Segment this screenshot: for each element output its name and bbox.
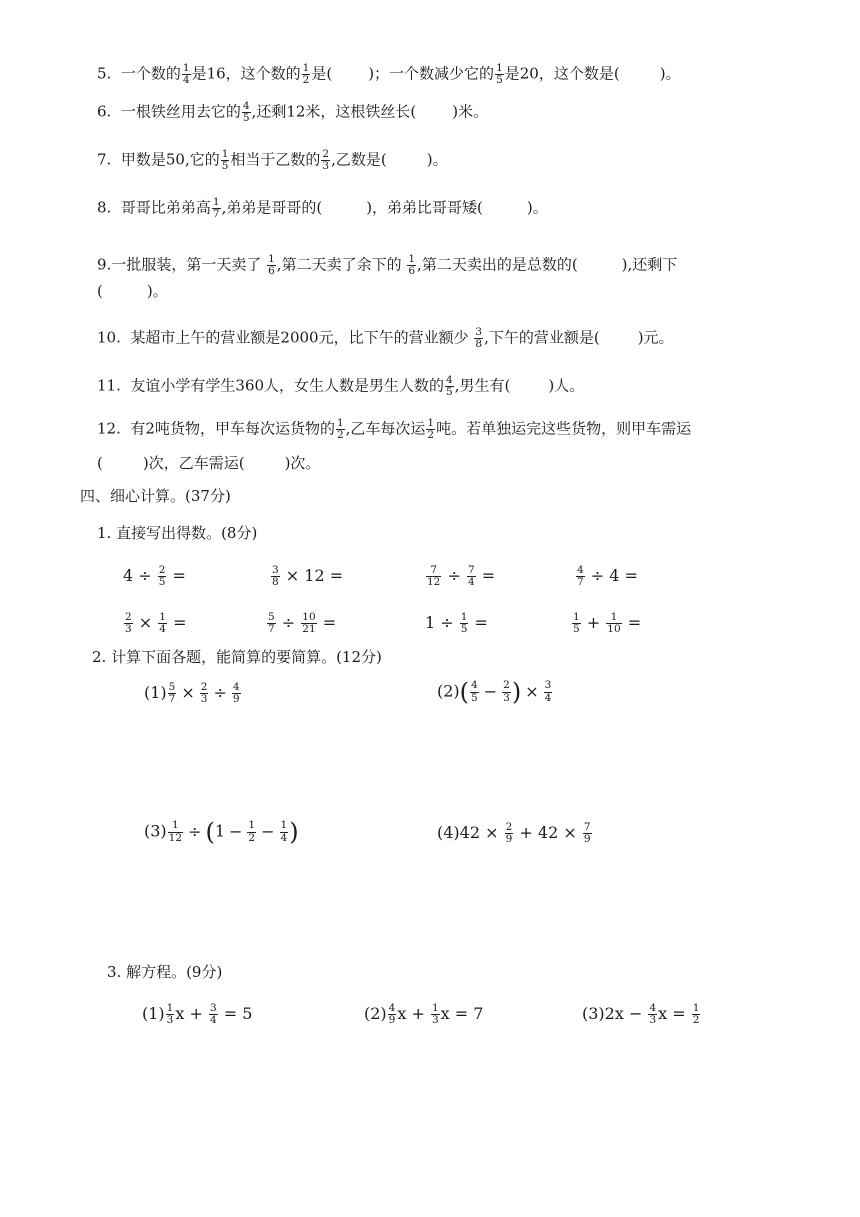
section-title: 四、细心计算。(37分) [80, 487, 231, 505]
fraction: $\frac{4}{5}$ [446, 374, 453, 399]
calc-item: $\frac{3}{8}$ × 12 = [272, 564, 344, 589]
fraction: $\frac{1}{6}$ [408, 253, 416, 278]
question-12: 12. 有2吨货物，甲车每次运货物的 $\frac{1}{2}$ ,乙车每次运 $\frac{1}{2}$ 吨。若单独运完这些货物，则甲车需运 [97, 417, 692, 442]
fraction: $\frac{4}{5}$ [242, 100, 250, 125]
fraction: $\frac{1}{2}$ [427, 417, 435, 442]
question-10: 10. 某超市上午的营业额是2000元，比下午的营业额少 $\frac{3}{8}$ ,下午的营业额是( )元。 [97, 326, 674, 351]
question-11: 11. 友谊小学有学生360人，女生人数是男生人数的 $\frac{4}{5}$ ,男生有( )人。 [97, 374, 585, 399]
equation-3: (3)2x − $\frac{4}{3}$ x = $\frac{1}{2}$ [582, 1002, 700, 1027]
question-6: 6. 一根铁丝用去它的 $\frac{4}{5}$ ,还剩12米，这根铁丝长( )米。 [97, 100, 489, 125]
calc-item: $\frac{2}{3}$ × $\frac{1}{4}$ = [125, 611, 187, 636]
calc-item: $\frac{5}{7}$ ÷ $\frac{10}{21}$ = [268, 611, 337, 636]
question-9-cont: ( )。 [97, 282, 168, 300]
equation-2: (2) $\frac{4}{9}$ x + $\frac{1}{3}$ x = 7 [364, 1002, 484, 1027]
calc-item: 4 ÷ $\frac{2}{5}$ = [123, 564, 186, 589]
question-8: 8. 哥哥比弟弟高 $\frac{1}{7}$ ,弟弟是哥哥的( )，弟弟比哥哥矮( )。 [97, 196, 548, 221]
problem-3: (3) $\frac{1}{12}$ ÷ (1 − $\frac{1}{2}$ − $\frac{1}{4}$ ) [144, 818, 299, 846]
fraction: $\frac{1}{2}$ [302, 62, 310, 87]
calc-item: $\frac{1}{5}$ + $\frac{1}{10}$ = [573, 611, 642, 636]
fraction: $\frac{1}{6}$ [268, 253, 275, 278]
calc-item: $\frac{4}{7}$ ÷ 4 = [577, 564, 638, 589]
subsection-title: 3. 解方程。(9分) [107, 963, 223, 981]
fraction: $\frac{3}{8}$ [475, 326, 483, 351]
fraction: $\frac{1}{5}$ [496, 62, 503, 87]
problem-1: (1) $\frac{5}{7}$ × $\frac{2}{3}$ ÷ $\frac{4}{9}$ [144, 681, 240, 706]
fraction: $\frac{2}{3}$ [322, 148, 330, 173]
problem-2: (2)( $\frac{4}{5}$ − $\frac{2}{3}$ ) × $\frac{3}{4}$ [437, 678, 552, 706]
question-12-cont: ( )次，乙车需运( )次。 [97, 454, 321, 472]
problem-4: (4)42 × $\frac{2}{9}$ + 42 × $\frac{7}{9}$ [437, 821, 591, 846]
fraction: $\frac{1}{2}$ [336, 417, 344, 442]
subsection-title: 1. 直接写出得数。(8分) [97, 524, 258, 542]
equation-1: (1) $\frac{1}{3}$ x + $\frac{3}{4}$ = 5 [142, 1002, 253, 1027]
fraction: $\frac{1}{7}$ [212, 196, 220, 221]
fraction: $\frac{1}{4}$ [182, 62, 190, 87]
calc-item: $\frac{7}{12}$ ÷ $\frac{7}{4}$ = [427, 564, 496, 589]
calc-item: 1 ÷ $\frac{1}{5}$ = [425, 611, 488, 636]
subsection-title: 2. 计算下面各题，能简算的要简算。(12分) [92, 648, 382, 666]
question-5: 5. 一个数的 $\frac{1}{4}$ 是16，这个数的 $\frac{1}{2}$ 是( )；一个数减少它的 $\frac{1}{5}$ 是20，这个数是( )。 [97, 62, 681, 87]
fraction: $\frac{1}{5}$ [221, 148, 229, 173]
question-9: 9.一批服装，第一天卖了 $\frac{1}{6}$ ,第二天卖了余下的 $\frac{1}{6}$ ,第二天卖出的是总数的( ),还剩下 [97, 253, 678, 278]
question-7: 7. 甲数是50,它的 $\frac{1}{5}$ 相当于乙数的 $\frac{2}{3}$ ,乙数是( )。 [97, 148, 448, 173]
